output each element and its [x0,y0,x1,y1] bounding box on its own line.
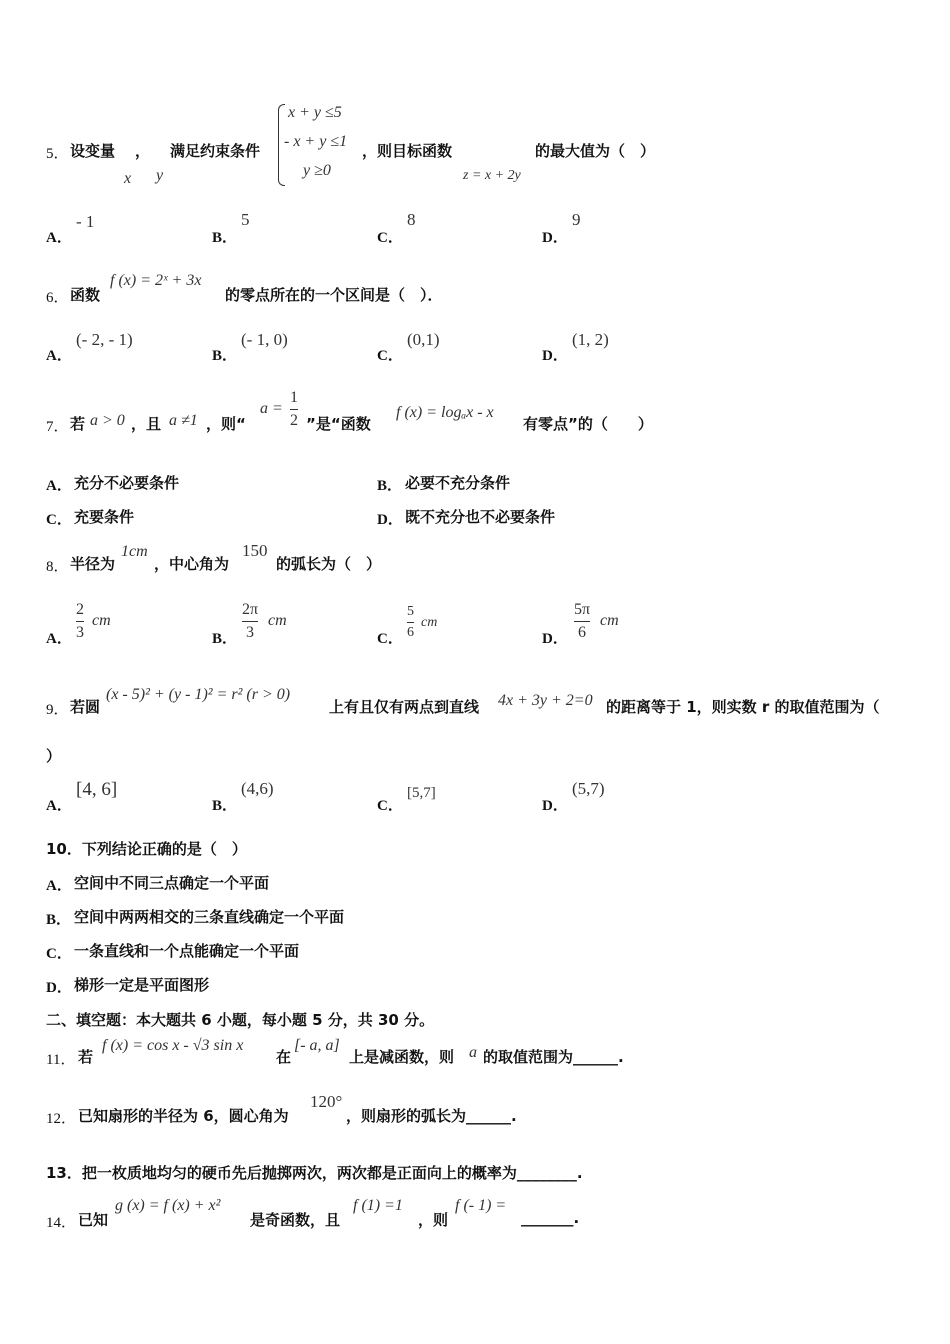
q8-angle: 150 [242,541,268,560]
q7-option-b-value: 必要不充分条件 [405,474,511,492]
q7-half-denominator: 2 [290,412,298,429]
q7-text-2: ，且 [131,415,162,433]
q10-option-b-value: 空间中两两相交的三条直线确定一个平面 [74,908,345,926]
q9-option-c-value: [5,7] [407,785,436,801]
q5-constraint-3: y ≥0 [303,162,331,179]
q7-option-b-label: B． [377,478,403,494]
q9-circle-equation: (x - 5)² + (y - 1)² = r² (r > 0) [106,686,291,703]
q7-option-c-label: C． [46,512,72,528]
q7-text-4: ”是“函数 [306,415,371,433]
q14-text-3: ，则 [418,1211,449,1229]
q8-option-b-bar [242,621,258,622]
question-13: 13．把一枚质地均匀的硬币先后抛掷两次，两次都是正面向上的概率为________. [46,1164,583,1182]
q5-text-5: 的最大值为（ ） [535,142,656,160]
q8-option-d-label: D． [542,631,568,647]
q11-text-1: 若 [78,1048,94,1066]
q6-option-d-value: (1, 2) [572,330,609,349]
q9-option-b-value: (4,6) [241,779,274,798]
q14-number: 14． [46,1215,77,1231]
q5-option-d-label: D． [542,230,568,246]
q5-option-b-value: 5 [241,210,250,229]
q8-option-a-bar [76,621,84,622]
q8-option-d-unit: cm [600,612,619,629]
q5-option-a-label: A． [46,230,72,246]
q8-option-c-label: C． [377,631,403,647]
q7-half-fraction [290,390,298,429]
q7-number: 7． [46,419,69,435]
q9-line-equation: 4x + 3y + 2=0 [498,692,593,709]
q7-option-a-value: 充分不必要条件 [74,474,180,492]
q9-option-a-label: A． [46,798,72,814]
q5-option-b-label: B． [212,230,238,246]
q6-option-d-label: D． [542,348,568,364]
q7-fraction-bar [290,409,298,410]
q11-text-4: 的取值范围为______. [483,1048,624,1066]
q7-text-5: 有零点”的（ ） [523,415,653,433]
q10-stem: 10．下列结论正确的是（ ） [46,840,247,858]
q8-text-1: 半径为 [70,555,116,573]
q14-question: f (- 1) = [455,1197,507,1214]
q8-option-d-fraction [574,602,590,641]
q8-option-c-denominator: 6 [407,625,414,640]
q14-answer-blank: _______. [521,1209,580,1227]
q12-angle: 120° [310,1092,343,1111]
q11-variable-a: a [469,1044,477,1061]
q9-option-d-value: (5,7) [572,779,605,798]
q5-objective: z = x + 2y [463,168,521,183]
q5-option-d-value: 9 [572,210,581,229]
q14-condition: f (1) =1 [353,1197,403,1214]
q8-option-d-numerator: 5π [574,601,591,618]
q12-text-1: 已知扇形的半径为 6，圆心角为 [78,1107,289,1125]
q8-text-2: ，中心角为 [154,555,230,573]
q6-option-c-value: (0,1) [407,330,440,349]
q7-cond-2: a ≠1 [169,412,198,429]
q6-number: 6． [46,290,69,306]
q6-option-c-label: C． [377,348,403,364]
q8-option-b-label: B． [212,631,238,647]
q8-option-c-bar [407,622,414,623]
q8-option-a-unit: cm [92,612,111,629]
q11-function: f (x) = cos x - √3 sin x [102,1037,244,1054]
q5-var-y: y [156,167,164,184]
q7-text-3: ，则“ [206,415,246,433]
q5-option-c-label: C． [377,230,403,246]
q8-option-a-numerator: 2 [76,601,84,618]
q8-option-b-unit: cm [268,612,287,629]
q5-text-3: 满足约束条件 [170,142,261,160]
q5-option-a-value: - 1 [76,212,95,231]
q8-text-3: 的弧长为（ ） [276,555,382,573]
q6-option-a-label: A． [46,348,72,364]
q9-number: 9． [46,702,69,718]
q8-option-c-fraction [407,605,414,640]
q5-text-2: ， [135,142,151,160]
q7-option-d-value: 既不充分也不必要条件 [405,508,556,526]
q14-text-2: 是奇函数，且 [250,1211,341,1229]
q11-text-3: 上是减函数，则 [349,1048,455,1066]
q5-option-c-value: 8 [407,210,416,229]
q7-half-numerator: 1 [290,389,298,406]
q7-text-1: 若 [70,415,86,433]
q5-text-1: 设变量 [70,142,116,160]
q7-option-d-label: D． [377,512,403,528]
q10-option-a-label: A． [46,878,72,894]
q8-option-a-fraction [76,602,84,641]
q14-text-1: 已知 [78,1211,109,1229]
q5-number: 5． [46,146,69,162]
q9-option-c-label: C． [377,798,403,814]
q9-option-b-label: B． [212,798,238,814]
q6-function: f (x) = 2ˣ + 3x [110,272,202,289]
q9-text-4: ） [46,747,62,765]
q14-g-function: g (x) = f (x) + x² [115,1197,221,1214]
q10-option-b-label: B． [46,912,72,928]
q9-text-3: 的距离等于 1，则实数 r 的取值范围为（ [606,698,880,716]
q7-function: f (x) = logₐx - x [396,404,494,421]
q5-var-x: x [124,170,132,187]
q6-option-b-label: B． [212,348,238,364]
q11-interval: [- a, a] [294,1037,340,1054]
q8-option-a-denominator: 3 [76,624,84,641]
q10-option-c-label: C． [46,946,72,962]
q9-option-a-value: [4, 6] [76,779,118,800]
q6-option-b-value: (- 1, 0) [241,330,288,349]
q6-option-a-value: (- 2, - 1) [76,330,133,349]
q8-option-b-denominator: 3 [246,624,255,641]
q9-text-2: 上有且仅有两点到直线 [329,698,480,716]
q5-text-4: ，则目标函数 [362,142,453,160]
q5-constraint-2: - x + y ≤1 [284,133,348,150]
q7-option-c-value: 充要条件 [74,508,135,526]
q7-option-a-label: A． [46,478,72,494]
q10-option-d-value: 梯形一定是平面图形 [74,976,210,994]
q8-option-b-numerator: 2π [242,601,259,618]
q8-option-c-unit: cm [421,615,438,630]
q8-option-c-numerator: 5 [407,604,414,619]
section-2-heading: 二、填空题：本大题共 6 小题，每小题 5 分，共 30 分。 [46,1011,435,1029]
q8-option-d-denominator: 6 [578,624,587,641]
q10-option-c-value: 一条直线和一个点能确定一个平面 [74,942,300,960]
q8-radius: 1cm [121,543,148,560]
q8-option-a-label: A． [46,631,72,647]
q9-option-d-label: D． [542,798,568,814]
q8-number: 8． [46,559,69,575]
q12-number: 12． [46,1111,77,1127]
q5-constraint-1: x + y ≤5 [288,104,342,121]
q8-option-b-fraction [242,602,258,641]
q8-option-d-bar [574,621,590,622]
q10-option-d-label: D． [46,980,72,996]
q9-text-1: 若圆 [70,698,101,716]
q11-number: 11． [46,1052,76,1068]
q12-text-2: ，则扇形的弧长为______. [346,1107,517,1125]
q7-a-equals: a = [260,400,283,417]
q10-option-a-value: 空间中不同三点确定一个平面 [74,874,270,892]
q7-cond-1: a > 0 [90,412,125,429]
q6-text-2: 的零点所在的一个区间是（ ）． [225,286,443,304]
q11-text-2: 在 [276,1048,292,1066]
q6-text-1: 函数 [70,286,101,304]
